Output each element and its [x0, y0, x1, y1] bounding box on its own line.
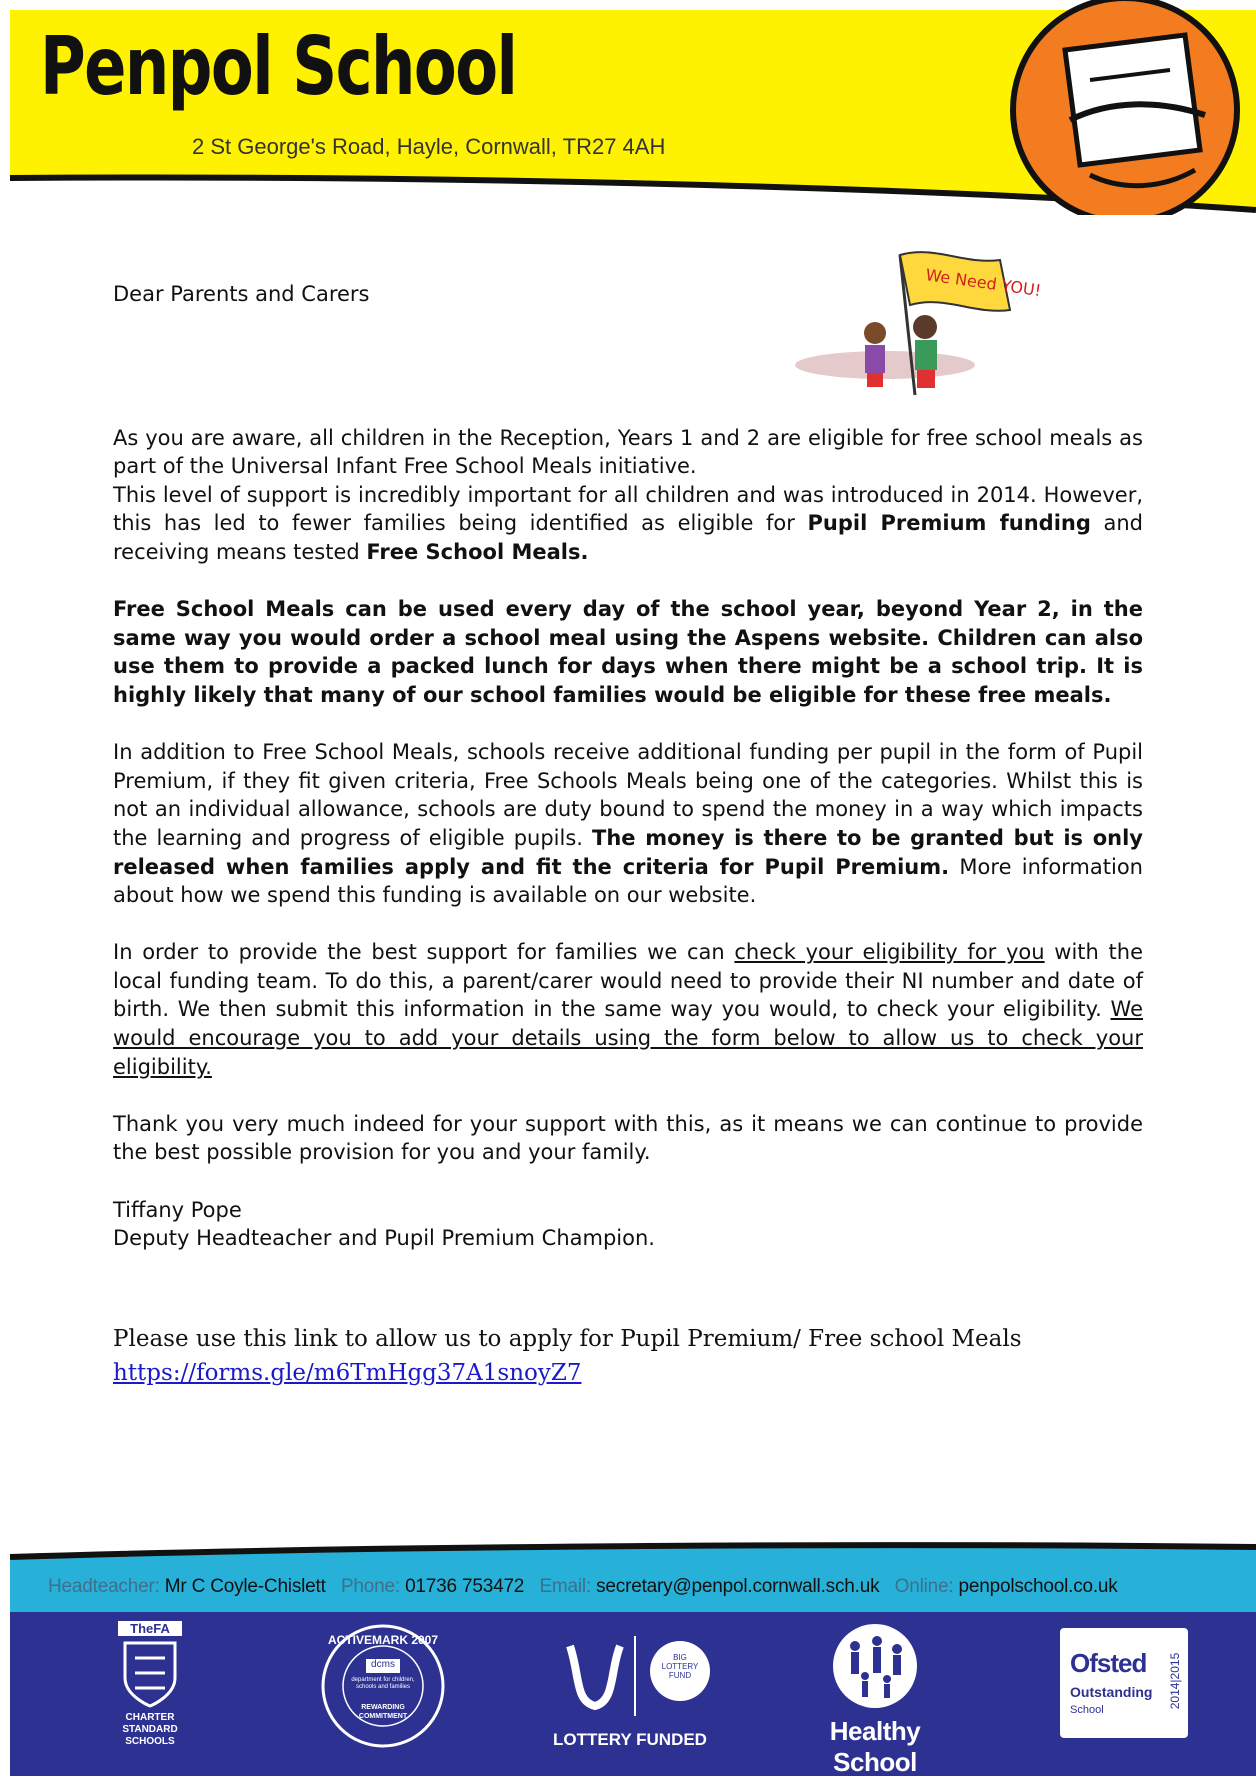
- school-boat-logo: [970, 0, 1250, 215]
- school-address: 2 St George's Road, Hayle, Cornwall, TR27 4AH: [192, 134, 666, 159]
- phone-label: Phone:: [340, 1576, 400, 1597]
- paragraph-thanks: Thank you very much indeed for your support with this, as it means we can continue to provide the best possible provision for you and your family.: [113, 1111, 1143, 1165]
- lottery-funded-label: LOTTERY FUNDED: [553, 1730, 707, 1749]
- p4-text-2: More information about how we spend this funding is available on our website.: [113, 854, 1143, 908]
- p5-text-2: with the local funding team. To do this, a parent/carer would need to provide their NI number and date of birth. We then submit this information in the same way you would, to check your eligibility.: [113, 940, 1143, 1022]
- fa-charter-badge: [100, 1621, 200, 1748]
- form-link-block: [113, 1322, 1022, 1390]
- fa-logo-text: TheFA: [118, 1621, 182, 1636]
- p4-text: In addition to Free School Meals, schools receive additional funding per pupil in the form of Pupil Premium, if they fit given criteria, Free Schools Meals being one of the categories. Whilst this is not an individual allowance, schools are duty bound to spend the money in a way which impacts the learning and progress of eligible pupils.: [113, 740, 1143, 850]
- paragraph-universal-infant: As you are aware, all children in the Reception, Years 1 and 2 are eligible for free school meals as part of the Universal Infant Free School Meals initiative.: [113, 425, 1143, 479]
- p5-text: In order to provide the best support for families we can: [113, 940, 735, 965]
- ofsted-badge: [1060, 1628, 1188, 1738]
- email-label: Email:: [539, 1576, 592, 1597]
- salutation: Dear Parents and Carers: [113, 282, 370, 306]
- p5-underlined: check your eligibility for you: [734, 940, 1045, 965]
- activemark-ring-text: ACTIVEMARK 2007: [327, 1633, 439, 1647]
- p2-text: This level of support is incredibly important for all children and was introduced in 2014. However, this has led to fewer families being identified as eligible for: [113, 482, 1143, 536]
- big-lottery-text: BIG LOTTERY FUND: [661, 1653, 699, 1680]
- signature-name: Tiffany Pope: [113, 1197, 242, 1222]
- link-intro: Please use this link to allow us to apply for Pupil Premium/ Free school Meals: [113, 1326, 1022, 1352]
- p5-underlined-2: We would encourage you to add your details using the form below to allow us to check your eligibility.: [113, 997, 1143, 1079]
- paragraph-free-school-meals: Free School Meals can be used every day of the school year, beyond Year 2, in the same way you would order a school meal using the Aspens website. Children can also use them to provide a packed lunch for days when there might be a school trip. It is highly likely that many of our school families would be eligible for these free meals.: [113, 597, 1143, 707]
- letterhead-footer: [0, 1525, 1256, 1776]
- dcms-subtitle: department for children, schools and families: [351, 1677, 415, 1690]
- letter-body: [113, 280, 1143, 1253]
- online-label: Online:: [894, 1576, 954, 1597]
- fa-caption: CHARTER STANDARD SCHOOLS: [122, 1712, 178, 1747]
- fa-shield-icon: [120, 1638, 180, 1708]
- ofsted-school-label: School: [1070, 1704, 1104, 1716]
- school-name: Penpol School: [40, 20, 517, 113]
- headteacher-label: Headteacher:: [48, 1576, 160, 1597]
- ofsted-years: 2014|2015: [1168, 1652, 1182, 1710]
- ofsted-logo-text: Ofsted: [1070, 1648, 1147, 1678]
- headteacher-name: Mr C Coyle-Chislett: [164, 1576, 326, 1597]
- signature-title: Deputy Headteacher and Pupil Premium Champion.: [113, 1226, 655, 1251]
- letterhead-header: [0, 0, 1256, 230]
- flag-text: We Need YOU!: [924, 265, 1043, 301]
- phone-number: 01736 753472: [405, 1576, 525, 1597]
- p2-bold-pupil-premium: Pupil Premium funding: [807, 511, 1091, 536]
- healthy-school-people-icon: [785, 1621, 965, 1711]
- lottery-funded-badge: [540, 1621, 720, 1750]
- activemark-badge: [318, 1621, 448, 1756]
- form-link[interactable]: https://forms.gle/m6TmHgg37A1snoyZ7: [113, 1360, 582, 1386]
- healthy-school-label: Healthy School: [829, 1716, 921, 1777]
- healthy-school-badge: [785, 1621, 965, 1778]
- activemark-caption: REWARDING COMMITMENT: [358, 1704, 408, 1720]
- contact-line: [48, 1576, 1118, 1598]
- email-address[interactable]: secretary@penpol.cornwall.sch.uk: [596, 1576, 880, 1597]
- p2-bold-free-school-meals: Free School Meals.: [366, 539, 589, 564]
- website-link[interactable]: penpolschool.co.uk: [958, 1576, 1118, 1597]
- ofsted-grade: Outstanding: [1070, 1684, 1153, 1700]
- p4-bold: The money is there to be granted but is only released when families apply and fit the criteria for Pupil Premium.: [113, 825, 1144, 879]
- paragraph-eligibility: [113, 938, 1143, 1081]
- paragraph-support-level: [113, 481, 1143, 567]
- paragraph-pupil-premium: [113, 738, 1143, 910]
- dcms-text: dcms: [371, 1659, 395, 1670]
- p2-text-2: and receiving means tested: [113, 511, 1143, 564]
